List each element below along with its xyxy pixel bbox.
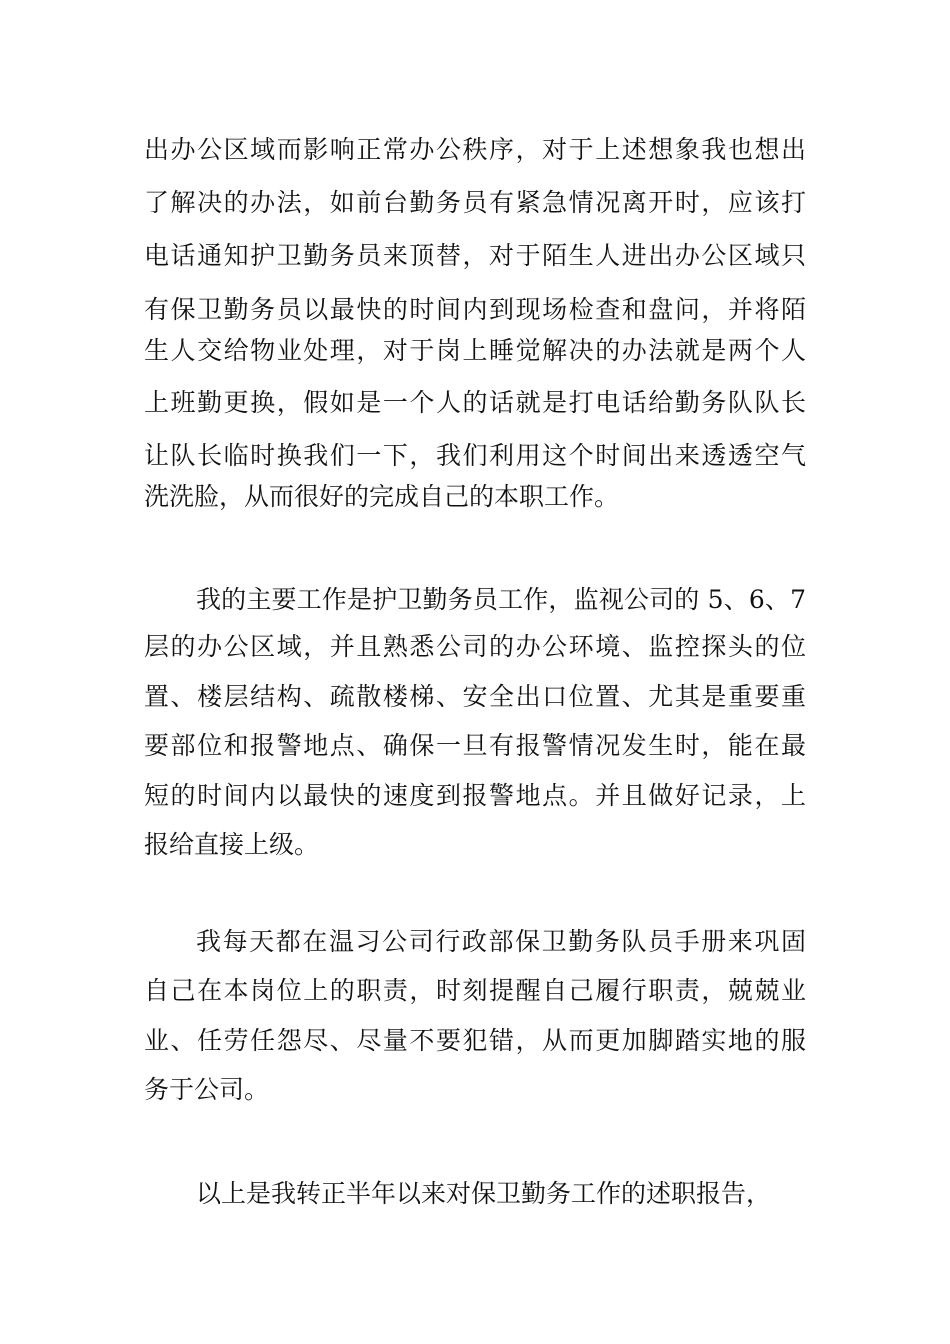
paragraph-line: 以上是我转正半年以来对保卫勤务工作的述职报告， (196, 1179, 772, 1208)
paragraph-line: 让队长临时换我们一下，我们利用这个时间出来透透空气 (144, 441, 806, 470)
paragraph-line: 了解决的办法，如前台勤务员有紧急情况离开时，应该打 (144, 188, 806, 217)
paragraph-line: 要部位和报警地点、确保一旦有报警情况发生时，能在最 (144, 731, 806, 760)
paragraph-line: 生人交给物业处理，对于岗上睡觉解决的办法就是两个人 (144, 336, 806, 365)
paragraph-line: 我的主要工作是护卫勤务员工作，监视公司的 5、6、7 (196, 585, 806, 614)
paragraph-line: 短的时间内以最快的速度到报警地点。并且做好记录，上 (144, 781, 806, 810)
paragraph-line: 有保卫勤务员以最快的时间内到现场检查和盘问，并将陌 (144, 295, 806, 324)
paragraph-line: 业、任劳任怨尽、尽量不要犯错，从而更加脚踏实地的服 (144, 1026, 806, 1055)
paragraph-line: 自己在本岗位上的职责，时刻提醒自己履行职责，兢兢业 (144, 976, 806, 1005)
paragraph-line: 我每天都在温习公司行政部保卫勤务队员手册来巩固 (196, 927, 806, 956)
paragraph-line: 电话通知护卫勤务员来顶替，对于陌生人进出办公区域只 (144, 241, 806, 270)
paragraph-line: 上班勤更换，假如是一个人的话就是打电话给勤务队队长 (144, 388, 806, 417)
paragraph-line: 洗洗脸，从而很好的完成自己的本职工作。 (144, 482, 620, 511)
paragraph-line: 层的办公区域，并且熟悉公司的办公环境、监控探头的位 (144, 632, 806, 661)
paragraph-line: 置、楼层结构、疏散楼梯、安全出口位置、尤其是重要重 (144, 682, 806, 711)
paragraph-line: 务于公司。 (144, 1075, 270, 1104)
paragraph-line: 出办公区域而影响正常办公秩序，对于上述想象我也想出 (144, 135, 806, 164)
paragraph-line: 报给直接上级。 (144, 830, 320, 859)
